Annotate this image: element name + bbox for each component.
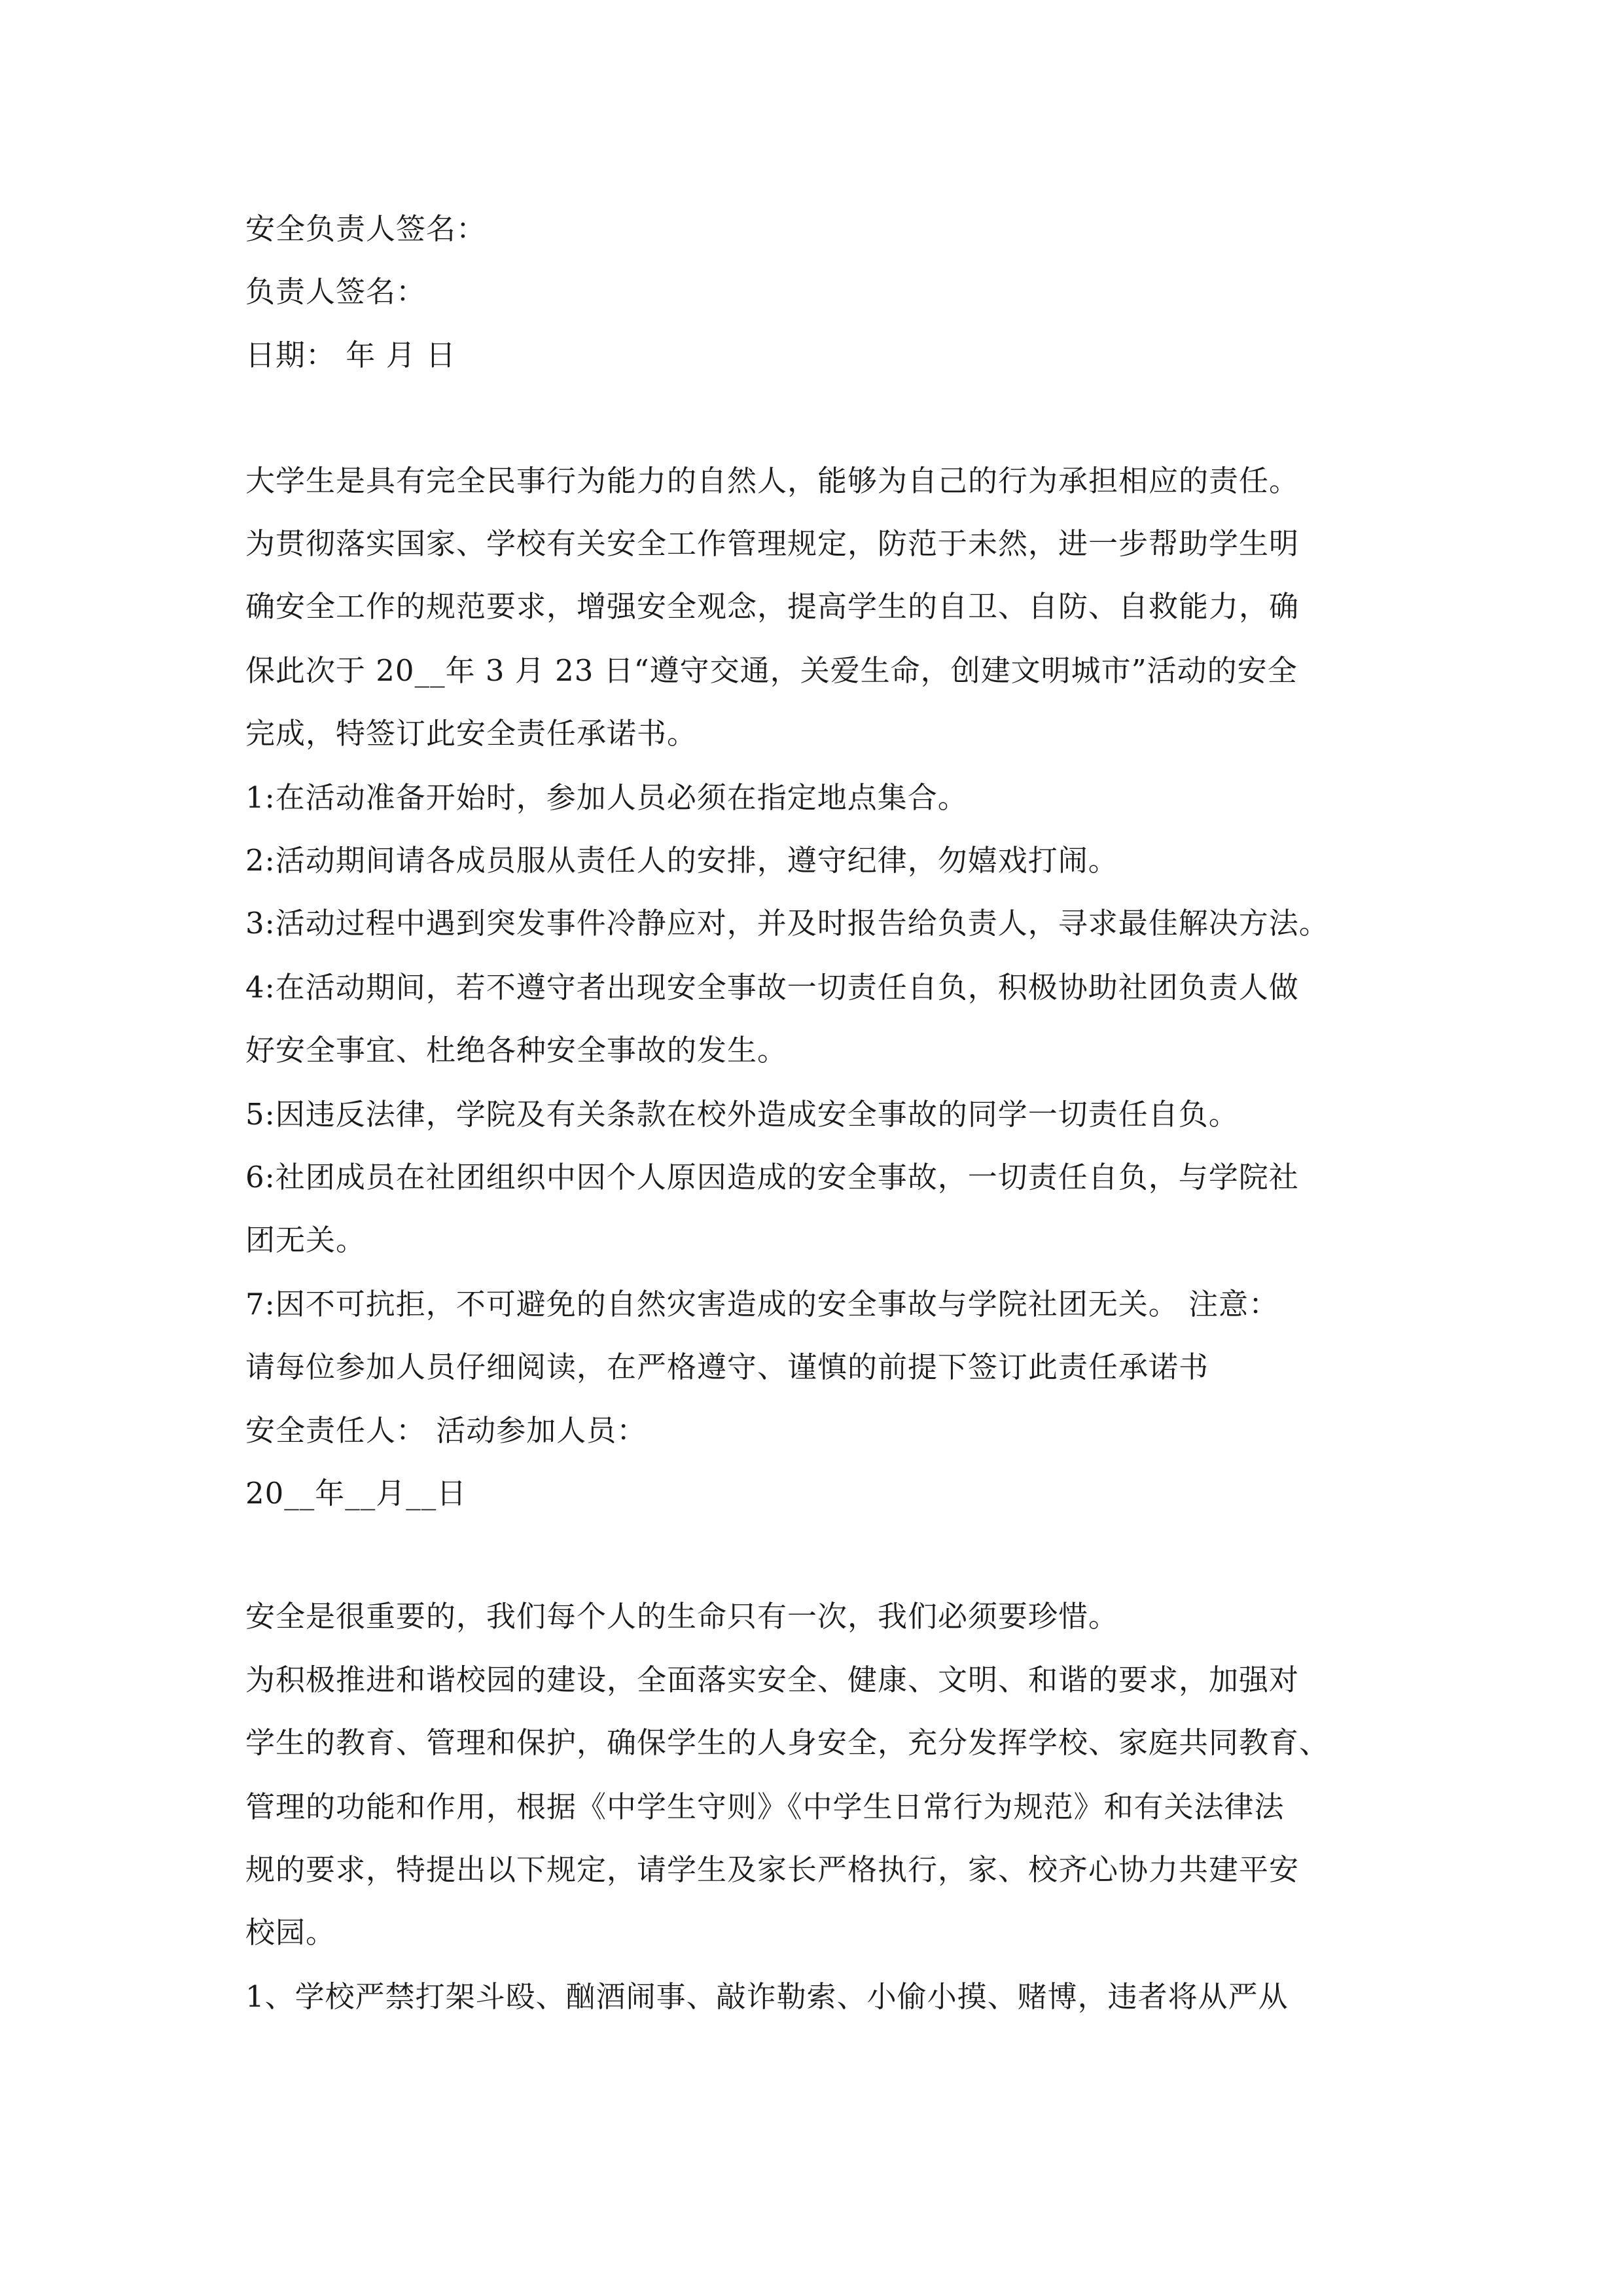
commitment-rule-line: 7:因不可抗拒，不可避免的自然灾害造成的安全事故与学院社团无关。 注意： <box>245 1287 1279 1321</box>
commitment-intro-line: 大学生是具有完全民事行为能力的自然人，能够为自己的行为承担相应的责任。 <box>245 463 1300 498</box>
school-safety-line: 安全是很重要的，我们每个人的生命只有一次，我们必须要珍惜。 <box>245 1599 1119 1634</box>
commitment-rule-line: 团无关。 <box>245 1223 366 1257</box>
safety-officer-signature-label: 安全负责人签名： <box>245 211 487 246</box>
commitment-intro-line: 确安全工作的规范要求，增强安全观念，提高学生的自卫、自防、自救能力，确 <box>245 589 1300 624</box>
school-safety-line: 规的要求，特提出以下规定，请学生及家长严格执行，家、校齐心协力共建平安 <box>245 1852 1300 1887</box>
school-safety-line: 管理的功能和作用，根据《中学生守则》《中学生日常行为规范》和有关法律法 <box>245 1789 1285 1824</box>
commitment-rule-line: 2:活动期间请各成员服从责任人的安排，遵守纪律，勿嬉戏打闹。 <box>245 843 1118 878</box>
school-safety-line: 学生的教育、管理和保护，确保学生的人身安全，充分发挥学校、家庭共同教育、 <box>245 1725 1330 1760</box>
school-safety-line: 1、学校严禁打架斗殴、酗酒闹事、敲诈勒索、小偷小摸、赌博，违者将从严从 <box>245 1979 1289 2014</box>
commitment-date-label: 20__年__月__日 <box>245 1476 467 1511</box>
commitment-rule-line: 4:在活动期间，若不遵守者出现安全事故一切责任自负，积极协助社团负责人做 <box>245 970 1299 1005</box>
commitment-signatures-label: 安全责任人： 活动参加人员： <box>245 1413 647 1448</box>
commitment-intro-line: 为贯彻落实国家、学校有关安全工作管理规定，防范于未然，进一步帮助学生明 <box>245 526 1300 561</box>
commitment-rule-line: 1:在活动准备开始时，参加人员必须在指定地点集合。 <box>245 780 968 815</box>
school-safety-line: 校园。 <box>245 1915 336 1950</box>
commitment-intro-line: 保此次于 20__年 3 月 23 日“遵守交通，关爱生命，创建文明城市”活动的安全 <box>245 653 1298 688</box>
responsible-person-signature-label: 负责人签名： <box>245 274 427 309</box>
commitment-rule-line: 6:社团成员在社团组织中因个人原因造成的安全事故，一切责任自负，与学院社 <box>245 1160 1299 1194</box>
commitment-rule-line: 5:因违反法律，学院及有关条款在校外造成安全事故的同学一切责任自负。 <box>245 1097 1239 1132</box>
commitment-intro-line: 完成，特签订此安全责任承诺书。 <box>245 716 698 751</box>
commitment-rule-line: 好安全事宜、杜绝各种安全事故的发生。 <box>245 1033 788 1067</box>
commitment-rule-line: 请每位参加人员仔细阅读，在严格遵守、谨慎的前提下签订此责任承诺书 <box>245 1350 1209 1384</box>
signature-date-label: 日期： 年 月 日 <box>245 338 456 372</box>
school-safety-line: 为积极推进和谐校园的建设，全面落实安全、健康、文明、和谐的要求，加强对 <box>245 1662 1300 1697</box>
commitment-rule-line: 3:活动过程中遇到突发事件冷静应对，并及时报告给负责人，寻求最佳解决方法。 <box>245 906 1329 941</box>
